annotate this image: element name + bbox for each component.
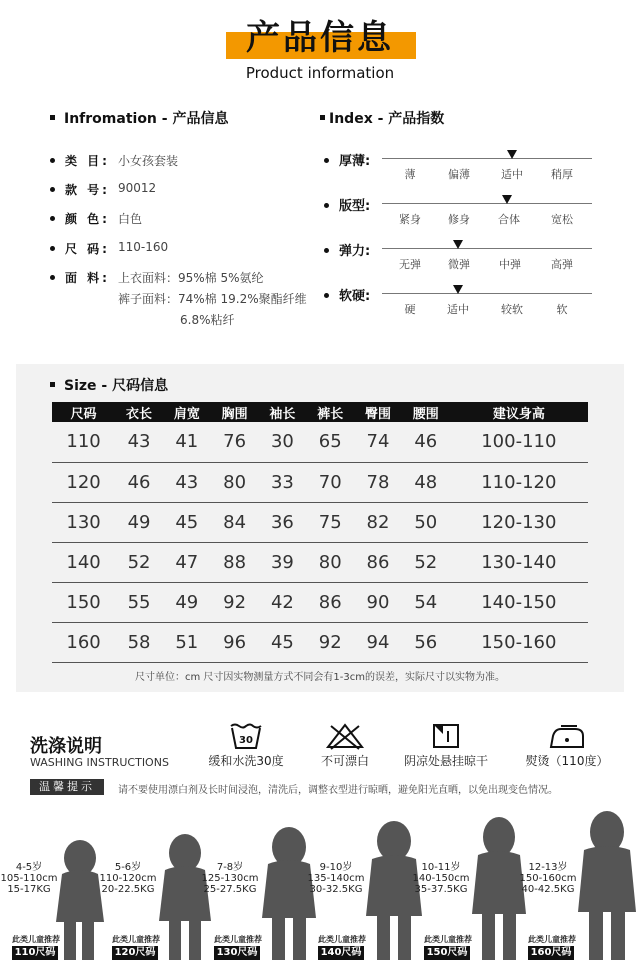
table-cell: 50 <box>402 502 450 542</box>
table-cell: 49 <box>115 502 163 542</box>
figure-info-130: 7-8岁 125-130cm 25-27.5KG <box>201 862 259 895</box>
index-row-thickness <box>324 150 594 186</box>
table-cell: 150-160 <box>450 622 588 662</box>
tip-text: 请不要使用漂白剂及长时间浸泡，清洗后，调整衣型进行晾晒，避免阳光直晒，以免出现变色情况。 <box>118 785 558 796</box>
index-row-fit <box>324 195 594 231</box>
info-value: 90012 <box>118 181 157 195</box>
table-cell: 160 <box>52 622 115 662</box>
index-option: 微弹 <box>448 258 470 271</box>
table-row <box>52 582 588 622</box>
size-tag-150: 150尺码 <box>424 946 470 960</box>
col-header: 肩宽 <box>163 402 211 422</box>
index-marker-icon <box>453 240 463 249</box>
index-label: 软硬: <box>339 289 371 304</box>
index-option: 偏薄 <box>448 168 470 181</box>
col-header: 尺码 <box>52 402 115 422</box>
table-cell: 58 <box>115 622 163 662</box>
page-subtitle: Product information <box>245 64 395 82</box>
bullet-dot-icon <box>50 158 55 163</box>
index-marker-icon <box>507 150 517 159</box>
table-cell: 41 <box>163 422 211 462</box>
table-row <box>52 462 588 502</box>
table-cell: 80 <box>211 462 259 502</box>
table-cell: 45 <box>163 502 211 542</box>
index-option: 修身 <box>448 213 470 226</box>
index-scale-line <box>382 248 592 249</box>
table-cell: 140 <box>52 542 115 582</box>
table-cell: 30 <box>259 422 307 462</box>
bullet-square-icon <box>50 382 55 387</box>
child-silhouette-icon <box>576 810 638 960</box>
index-option: 较软 <box>501 303 523 316</box>
figure-info-150: 10-11岁 140-150cm 35-37.5KG <box>412 862 470 895</box>
wash-label: 阴凉处悬挂晾干 <box>403 754 488 768</box>
wash-item-no-bleach <box>310 722 380 769</box>
size-tag-120: 120尺码 <box>112 946 158 960</box>
index-section-title: Index - 产品指数 <box>320 108 444 128</box>
size-section-title: Size - 尺码信息 <box>50 375 168 395</box>
bullet-dot-icon <box>324 248 329 253</box>
index-marker-icon <box>453 285 463 294</box>
index-option: 硬 <box>404 303 416 316</box>
table-cell: 76 <box>211 422 259 462</box>
table-cell: 78 <box>354 462 402 502</box>
index-label: 厚薄: <box>339 154 371 169</box>
info-value: 上衣面料：95%棉 5%氨纶 <box>118 271 264 285</box>
size-table-header <box>52 402 588 422</box>
table-cell: 70 <box>306 462 354 502</box>
wash-label: 不可漂白 <box>320 754 369 768</box>
table-cell: 140-150 <box>450 582 588 622</box>
no-bleach-icon <box>325 722 365 750</box>
page-title: 产品信息 <box>246 18 394 58</box>
table-cell: 56 <box>402 622 450 662</box>
info-row-fabric <box>50 269 264 286</box>
table-cell: 45 <box>259 622 307 662</box>
fabric-line-pants: 裤子面料：74%棉 19.2%聚酯纤维 <box>118 292 307 306</box>
index-option: 薄 <box>404 168 416 181</box>
table-cell: 65 <box>306 422 354 462</box>
index-option: 紧身 <box>399 213 421 226</box>
index-option: 适中 <box>447 303 469 316</box>
index-option: 高弹 <box>551 258 573 271</box>
info-row-size <box>50 240 169 257</box>
table-cell: 36 <box>259 502 307 542</box>
index-option: 软 <box>556 303 568 316</box>
table-cell: 130 <box>52 502 115 542</box>
index-option: 宽松 <box>551 213 573 226</box>
index-label: 版型: <box>339 199 371 214</box>
table-cell: 52 <box>402 542 450 582</box>
table-cell: 92 <box>306 622 354 662</box>
figure-rec-label: 此类儿童推荐 <box>12 935 60 944</box>
info-value: 白色 <box>118 212 143 226</box>
table-cell: 88 <box>211 542 259 582</box>
info-value: 小女孩套装 <box>118 154 179 168</box>
bullet-dot-icon <box>324 203 329 208</box>
table-row <box>52 502 588 542</box>
figure-info-160: 12-13岁 150-160cm 40-42.5KG <box>519 862 577 895</box>
tip-badge: 温馨提示 <box>30 779 104 795</box>
figure-rec-label: 此类儿童推荐 <box>424 935 472 944</box>
index-scale-line <box>382 158 592 159</box>
table-cell: 54 <box>402 582 450 622</box>
info-row-category <box>50 152 179 169</box>
col-header: 衣长 <box>115 402 163 422</box>
table-cell: 42 <box>259 582 307 622</box>
table-cell: 47 <box>163 542 211 582</box>
col-header: 胸围 <box>211 402 259 422</box>
index-label: 弹力: <box>339 244 371 259</box>
table-cell: 120-130 <box>450 502 588 542</box>
size-tag-160: 160尺码 <box>528 946 574 960</box>
figure-rec-label: 此类儿童推荐 <box>112 935 160 944</box>
table-cell: 130-140 <box>450 542 588 582</box>
info-label: 面 料: <box>65 271 110 285</box>
table-cell: 48 <box>402 462 450 502</box>
table-cell: 43 <box>115 422 163 462</box>
bullet-dot-icon <box>50 275 55 280</box>
col-header: 裤长 <box>306 402 354 422</box>
size-note: 尺寸单位：cm 尺寸因实物测量方式不同会有1-3cm的误差，实际尺寸以实物为准。 <box>135 672 505 683</box>
table-cell: 84 <box>211 502 259 542</box>
svg-text:30: 30 <box>239 735 253 746</box>
table-row <box>52 422 588 462</box>
table-row <box>52 542 588 582</box>
table-cell: 100-110 <box>450 422 588 462</box>
washing-subtitle: WASHING INSTRUCTIONS <box>30 756 169 769</box>
index-option: 稍厚 <box>551 168 573 181</box>
table-cell: 150 <box>52 582 115 622</box>
child-silhouette-icon <box>155 833 215 960</box>
table-cell: 55 <box>115 582 163 622</box>
table-cell: 86 <box>306 582 354 622</box>
table-cell: 110 <box>52 422 115 462</box>
index-row-softness <box>324 285 594 321</box>
wash-label: 缓和水洗30度 <box>208 754 284 768</box>
page-header <box>0 0 640 96</box>
table-cell: 49 <box>163 582 211 622</box>
info-label: 类 目: <box>65 154 110 168</box>
figure-info-120: 5-6岁 110-120cm 20-22.5KG <box>99 862 157 895</box>
index-row-elasticity <box>324 240 594 276</box>
table-cell: 94 <box>354 622 402 662</box>
bullet-dot-icon <box>50 246 55 251</box>
index-option: 无弹 <box>399 258 421 271</box>
wash-item-iron <box>522 722 612 769</box>
size-tag-110: 110尺码 <box>12 946 58 960</box>
info-value: 110-160 <box>118 240 169 254</box>
table-cell: 96 <box>211 622 259 662</box>
index-scale-line <box>382 293 592 294</box>
bullet-dot-icon <box>50 216 55 221</box>
wash-item-30 <box>206 722 286 769</box>
figure-info-140: 9-10岁 135-140cm 30-32.5KG <box>307 862 365 895</box>
info-section-title: Infromation - 产品信息 <box>50 108 228 128</box>
bullet-dot-icon <box>324 293 329 298</box>
index-option: 合体 <box>498 213 520 226</box>
index-scale-line <box>382 203 592 204</box>
table-cell: 80 <box>306 542 354 582</box>
table-cell: 82 <box>354 502 402 542</box>
info-label: 尺 码: <box>65 242 110 256</box>
info-label: 款 号: <box>65 183 110 197</box>
table-cell: 52 <box>115 542 163 582</box>
wash-item-shade-dry <box>396 722 496 769</box>
size-table <box>52 402 588 663</box>
table-cell: 33 <box>259 462 307 502</box>
table-cell: 92 <box>211 582 259 622</box>
table-cell: 46 <box>115 462 163 502</box>
table-cell: 43 <box>163 462 211 502</box>
table-cell: 110-120 <box>450 462 588 502</box>
fabric-line-extra: 6.8%粘纤 <box>180 313 235 327</box>
col-header: 臀围 <box>354 402 402 422</box>
size-tag-130: 130尺码 <box>214 946 260 960</box>
index-option: 中弹 <box>499 258 521 271</box>
index-marker-icon <box>502 195 512 204</box>
figure-info-110: 4-5岁 105-110cm 15-17KG <box>0 862 58 895</box>
washing-title: 洗涤说明 <box>30 736 102 757</box>
bullet-dot-icon <box>324 158 329 163</box>
wash-30-icon <box>229 722 263 750</box>
bullet-square-icon <box>50 115 55 120</box>
col-header: 建议身高 <box>450 402 588 422</box>
info-label: 颜 色: <box>65 212 110 226</box>
figure-rec-label: 此类儿童推荐 <box>214 935 262 944</box>
index-option: 适中 <box>501 168 523 181</box>
shade-dry-icon <box>431 722 461 750</box>
figure-rec-label: 此类儿童推荐 <box>528 935 576 944</box>
table-cell: 75 <box>306 502 354 542</box>
col-header: 袖长 <box>259 402 307 422</box>
col-header: 腰围 <box>402 402 450 422</box>
table-cell: 120 <box>52 462 115 502</box>
table-cell: 74 <box>354 422 402 462</box>
table-cell: 51 <box>163 622 211 662</box>
size-tag-140: 140尺码 <box>318 946 364 960</box>
iron-icon <box>547 722 587 750</box>
info-row-style-no <box>50 181 157 198</box>
bullet-dot-icon <box>50 187 55 192</box>
table-row <box>52 622 588 662</box>
info-row-color <box>50 210 143 227</box>
figure-rec-label: 此类儿童推荐 <box>318 935 366 944</box>
table-cell: 86 <box>354 542 402 582</box>
table-cell: 90 <box>354 582 402 622</box>
bullet-square-icon <box>320 115 325 120</box>
table-cell: 46 <box>402 422 450 462</box>
table-cell: 39 <box>259 542 307 582</box>
wash-label: 熨烫（110度） <box>525 754 609 768</box>
